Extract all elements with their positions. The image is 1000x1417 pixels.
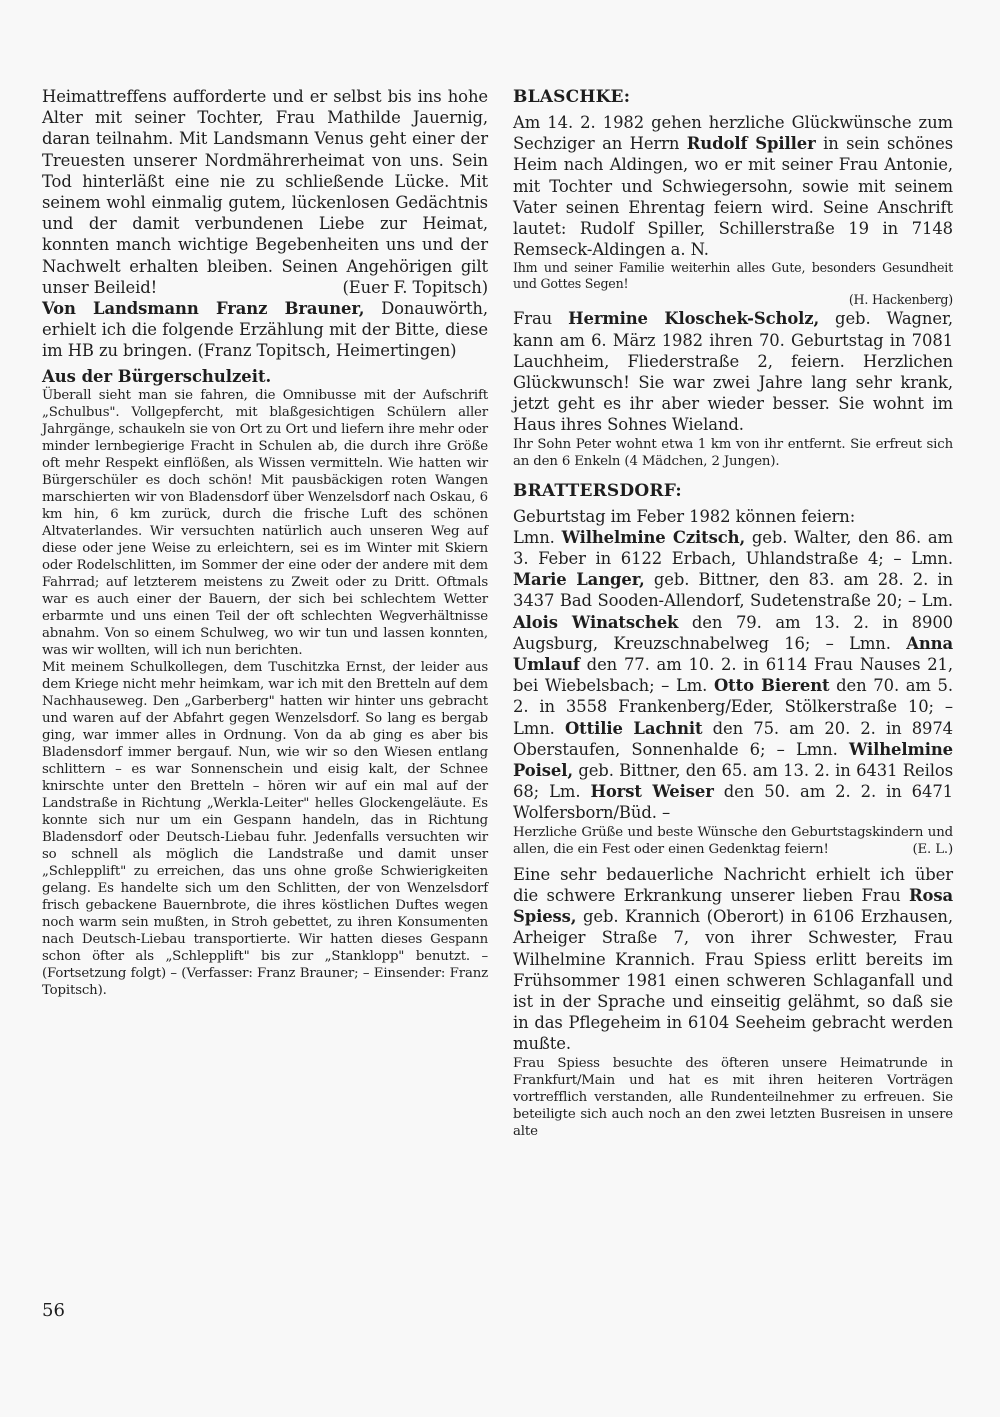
blaschke-paragraph-1 — [513, 112, 953, 260]
details: den 70. am 5. 2. in 3558 Frankenberg/Eder, Stölkerstraße 10; – — [513, 676, 953, 717]
section-heading-blaschke: BLASCHKE: — [513, 87, 631, 107]
title: Lm. — [921, 591, 953, 611]
bold-name: Horst Weiser — [590, 782, 714, 802]
spiess-news-paragraph — [513, 864, 953, 1055]
bold-name: Wilhelmine Czitsch, — [561, 527, 746, 547]
bold-name: Ottilie Lachnit — [564, 718, 703, 738]
title: Lmn. — [513, 718, 565, 738]
greeting-text: Herzliche Grüße und beste Wünsche den Geburtstagskindern und allen, die ein Fest oder einen Gedenktag feiern! — [513, 824, 953, 857]
title: Lmn. — [911, 549, 953, 569]
obituary-paragraph — [42, 86, 488, 298]
details: den 79. am 13. 2. in 8900 Augsburg, Kreuzschnabelweg 16; – — [513, 612, 953, 653]
details: den 77. am 10. 2. in 6114 Frau Nauses 21, bei Wiebelsbach; – — [513, 655, 953, 696]
title: Lmn. — [849, 633, 907, 653]
intro-text: Donauwörth, erhielt ich die folgende Erzählung mit der Bitte, diese im HB zu bringen. (Franz Topitsch, Heimertingen) — [42, 299, 488, 361]
blaschke-signature: (H. Hackenberg) — [848, 292, 953, 308]
title: Lm. — [675, 676, 714, 696]
story-paragraph-1: Überall sieht man sie fahren, die Omnibusse mit der Aufschrift „Schulbus". Vollgepfercht, mit blaßgesichtigen Schülern aller Jahrgänge, schaukeln sie von Ort zu Ort und liefern ihre mehr oder minder lernbegierige Fracht in Schulen ab, die durch ihre Größe oft mehr Respekt einflößen, als Wissen vermitteln. Wie hatten wir Bürgerschüler es doch schön! Mit pausbäckigen roten Wangen marschierten wir von Bladensdorf über Wenzelsdorf nach Oskau, 6 km hin, 6 km zurück, durch die frische Luft des schönen Altvaterlandes. Wir versuchten natürlich auch unseren Weg auf diese oder jene Weise zu erleichtern, sei es im Winter mit Skiern oder Rodelschlitten, im Sommer der eine oder der andere mit dem Fahrrad; auf letzterem meistens zu Zweit oder zu Dritt. Oftmals war es auch einer der Bauern, der sich bei schlechtem Wetter erbarmte und uns einen Teil der oft schlechten Wegverhältnisse abnahm. Von so einem Schulweg, wo wir tun und lassen konnten, was wir wollten, will ich nun berichten. — [42, 387, 488, 658]
text-span: Am 14. 2. 1982 gehen herzliche Glückwünsche zum Sechziger an Herrn — [513, 113, 953, 154]
greeting-signature: (E. L.) — [912, 841, 953, 857]
brattersdorf-intro: Geburtstag im Feber 1982 können feiern: — [513, 506, 856, 526]
details: geb. Bittner, den 65. am 13. 2. in 6431 Reilos 68; — [513, 761, 953, 802]
brattersdorf-greeting — [513, 824, 953, 858]
obituary-signature: (Euer F. Topitsch) — [342, 277, 488, 297]
left-column — [42, 86, 488, 999]
bold-name: Alois Winatschek — [513, 612, 679, 632]
birthday-entry — [513, 528, 953, 568]
text-span: Eine sehr bedauerliche Nachricht erhielt ich über die schwere Erkrankung unserer lieben Frau — [513, 864, 953, 905]
details: geb. Bittner, den 83. am 28. 2. in 3437 Bad Sooden-Allendorf, Sudetenstraße 20; – — [513, 570, 954, 611]
bold-name: Rudolf Spiller — [686, 134, 816, 154]
title: Lmn. — [513, 527, 562, 547]
right-column — [513, 86, 953, 1140]
bold-name: Otto Bierent — [713, 676, 830, 696]
intro-bold-name: Von Landsmann Franz Brauner, — [42, 299, 365, 319]
text-span: geb. Krannich (Oberort) in 6106 Erzhausen, Arheiger Straße 7, von ihrer Schwester, Frau Wilhelmine Krannich. Frau Spiess erlitt bereits im Frühsommer 1981 einen schweren Schlaganfall und ist in der Sprache und einseitig gelähmt, so daß sie in das Pflegeheim in 6104 Seeheim gebracht werden mußte. — [513, 907, 953, 1054]
bold-name: Rosa Spiess, — [513, 885, 953, 927]
blaschke-paragraph-2: Ihm und seiner Familie weiterhin alles Gute, besonders Gesundheit und Gottes Segen! — [513, 260, 953, 292]
title: Lm. — [549, 782, 591, 802]
story-title: Aus der Bürgerschulzeit. — [42, 366, 272, 386]
text-span: geb. Wagner, kann am 6. März 1982 ihren 70. Geburtstag in 7081 Lauchheim, Fliederstraße 2, feiern. Herzlichen Glückwunsch! Sie war zwei Jahre lang sehr krank, jetzt geht es ihr aber wieder besser. Sie wohnt im Haus ihres Sohnes Wieland. — [513, 309, 953, 435]
blaschke-paragraph-3 — [513, 308, 953, 435]
bold-name: Marie Langer, — [513, 570, 645, 590]
birthday-entry — [513, 782, 953, 822]
details: den 75. am 20. 2. in 8974 Oberstaufen, Sonnenhalde 6; – — [513, 718, 954, 759]
details: den 50. am 2. 2. in 6471 Wolfersborn/Büd. – — [513, 782, 953, 823]
page-number: 56 — [42, 1300, 65, 1321]
intro-paragraph — [42, 298, 488, 362]
obituary-text: Heimattreffens aufforderte und er selbst bis ins hohe Alter mit seiner Tochter, Frau Mathilde Jauernig, daran teilnahm. Mit Landsmann Venus geht einer der Treuesten unserer Nordmährerheimat von uns. Sein Tod hinterläßt eine nie zu schließende Lücke. Mit seinem wohl einmalig gutem, lückenlosen Gedächtnis und der damit verbundenen Liebe zur Heimat, konnten manch wichtige Begebenheiten uns und der Nachwelt erhalten bleiben. Seinen Angehörigen gilt unser Beileid! — [42, 87, 488, 297]
blaschke-paragraph-4: Ihr Sohn Peter wohnt etwa 1 km von ihr entfernt. Sie erfreut sich an den 6 Enkeln (4 Mädchen, 2 Jungen). — [513, 436, 953, 469]
text-span: in sein schönes Heim nach Aldingen, wo er mit seiner Frau Antonie, mit Tochter und Schwiegersohn, sowie mit seinem Vater seinen Ehrentag feiern wird. Seine Anschrift lautet: Rudolf Spiller, Schillerstraße 19 in 7148 Remseck-Aldingen a. N. — [513, 134, 954, 260]
section-heading-brattersdorf: BRATTERSDORF: — [513, 480, 682, 501]
bold-name: Wilhelmine Poisel, — [513, 739, 954, 781]
spiess-closing-paragraph: Frau Spiess besuchte des öfteren unsere Heimatrunde in Frankfurt/Main und hat es mit ihren heiteren Vorträgen vortrefflich verstanden, alle Rundenteilnehmer zu erfreuen. Sie beteiligte sich auch noch an den zwei letzten Busreisen in unsere alte — [513, 1055, 953, 1139]
text-span: Frau — [513, 309, 569, 329]
story-paragraph-2: Mit meinem Schulkollegen, dem Tuschitzka Ernst, der leider aus dem Kriege nicht mehr heimkam, war ich mit den Bretteln auf dem Nachhauseweg. Den „Garberberg" hatten wir hinter uns gebracht und waren auf der Abfahrt gegen Wenzelsdorf. So lang es bergab ging, war immer alles in Ordnung. Von da ab ging es aber bis Bladensdorf immer bergauf. Nun, wie wir so den Wiesen entlang schlittern – es war Sonnenschein und eisig kalt, der Schnee knirschte unter den Bretteln – hören wir auf ein mal auf der Landstraße in Richtung „Werkla-Leiter" helles Glockengeläute. Es konnte sich nur um ein Gespann handeln, das in Richtung Bladensdorf oder Deutsch-Liebau fuhr. Jedenfalls versuchten wir so schnell als möglich die Landstraße und damit unser „Schlepplift" zu erreichen, das uns ohne große Schwierigkeiten gelang. Es handelte sich um den Schlitten, der von Wenzelsdorf frisch gebackene Bauernbrote, die ihres köstlichen Duftes wegen noch warm sein mußten, in Stroh gebettet, zu ihren Konsumenten nach Deutsch-Liebau transportierte. Wir hatten dieses Gespann schon öfter als „Schlepplift" bis zur „Stanklopp" benutzt. – (Fortsetzung folgt) – (Verfasser: Franz Brauner; – Einsender: Franz Topitsch). — [42, 659, 488, 998]
bold-name: Hermine Kloschek-Scholz, — [568, 309, 820, 329]
birthday-list — [513, 527, 953, 824]
bold-name: Anna Umlauf — [513, 633, 954, 675]
details: geb. Walter, den 86. am 3. Feber in 6122 Erbach, Uhlandstraße 4; – — [513, 527, 953, 569]
title: Lmn. — [795, 739, 849, 759]
